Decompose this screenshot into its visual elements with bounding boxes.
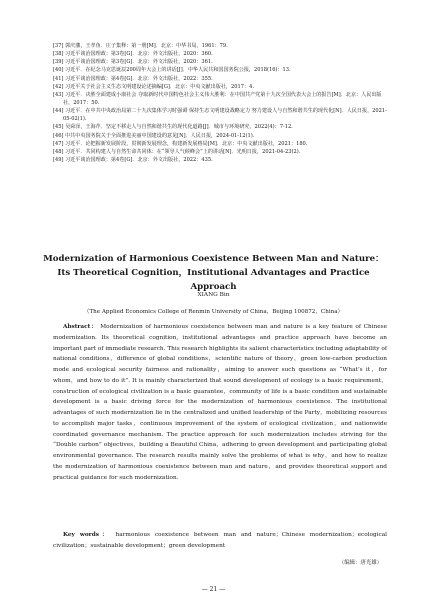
- abstract-paragraph: [53, 322, 387, 483]
- reference-item: [37] 郭庆藩，王孝鱼．庄子集释：第一册[M]．北京：中华书局，1961：79.: [53, 43, 228, 49]
- reference-item: [44] 习近平．在中共中央政治局第二十九次集体学习时强调 保持生态文明建设战略定力 努力建设人与自然和谐共生的现代化[N]．人民日报，2021-05-02(1).: [53, 108, 387, 123]
- reference-item: [39] 习近平谈治国理政：第3卷[G]．北京：外文出版社，2020：361.: [53, 59, 213, 66]
- reference-item: [41] 习近平谈治国理政：第4卷[G]．北京：外文出版社，2022：355.: [53, 75, 213, 82]
- abstract-label: Abstract：: [63, 324, 98, 330]
- keywords-paragraph: [53, 530, 387, 552]
- reference-item: [48] 习近平．共同构建人与自然生命共同体：在“领导人气候峰会”上的讲话[N]．光明日报，2021-04-23(2).: [53, 148, 301, 155]
- author-affiliation: （The Applied Economics College of Renmin University of China，Beijing 100872，China）: [83, 309, 344, 315]
- english-title: [40, 253, 387, 295]
- reference-item: [47] 习近平．论把握新发展阶段，贯彻新发展理念，构建新发展格局[M]．北京：中央文献出版社，2021：180.: [53, 140, 308, 147]
- title-line-2: Its Theoretical Cognition，Institutional Advantages and Practice Approach: [57, 267, 370, 292]
- abstract-text: Modernization of harmonious coexistence between man and nature is a key feature of Chinese modernization. Its theoretical cognition, institutional advantages and practice approach have become an important part of immediate research. This research highlights its salient characteristics including adaptability of national conditions，difference of global conditions，scientific nature of theory，green low-carbon production mode and ecological security fairness and rationality，aiming to answer such questions as “What’s it，for whom，and how to do it”. It is mainly characterized that sound development of ecology is a basic requirement，construction of ecological civilization is a basic guarantee，community of life is a basic condition and sustainable development is a basic driving force for the modernization of harmonious coexistence. The institutional advantages of such modernization lie in the centralized and unified leadership of the Party，mobilizing resources to accomplish major tasks，continuous improvement of the system of ecological civilization，and nationwide coordinated governance mechanism. The practice approach for such modernization includes striving for the “Double carbon” objectives，building a Beautiful China，adhering to green development and participating global environmental governance. The research results mainly solve the problems of what is why，and how to realize the modernization of harmonious coexistence between man and nature，and provides theoretical support and practical guidance for such modernization.: [53, 324, 387, 481]
- keywords-label: Key words：: [63, 532, 111, 538]
- author-name: XIANG Bin: [197, 292, 230, 298]
- reference-item: [49] 习近平谈治国理政：第4卷[G]．北京：外文出版社，2022：435.: [53, 156, 213, 163]
- keywords-text: harmonious coexistence between man and nature；Chinese modernization；ecological civilization；sustainable development；green development: [53, 532, 388, 549]
- reference-item: [43] 习近平．决胜全面建成小康社会 夺取新时代中国特色社会主义伟大胜利：在中国共产党第十九次全国代表大会上的报告[M]．北京：人民出版社，2017：50.: [53, 91, 382, 106]
- reference-list: [53, 42, 389, 164]
- editor-credit: （编辑：唐光雄）: [338, 560, 382, 566]
- reference-item: [38] 习近平谈治国理政：第3卷[G]．北京：外文出版社，2020：360.: [53, 51, 213, 58]
- title-line-1: Modernization of Harmonious Coexistence Between Man and Nature：: [43, 254, 384, 264]
- reference-item: [45] 吴舜泽，王海芹．坚定不移走人与自然和谐共生的现代化道路[J]．城市与环境研究，2022(4)：7-12.: [53, 124, 293, 131]
- reference-item: [46] 中共中央国务院关于全面推进美丽中国建设的意见[N]．人民日报，2024-01-12(1).: [53, 132, 255, 139]
- reference-item: [40] 习近平．在纪念马克思诞辰200周年大会上的讲话[J]．中华人民共和国国务院公报，2018(16)：13.: [53, 67, 291, 74]
- page-number: — 21 —: [201, 586, 226, 593]
- reference-item: [42] 习近平关于社会主义生态文明建设论述摘编[G]．北京：中央文献出版社，2017：4.: [53, 83, 254, 90]
